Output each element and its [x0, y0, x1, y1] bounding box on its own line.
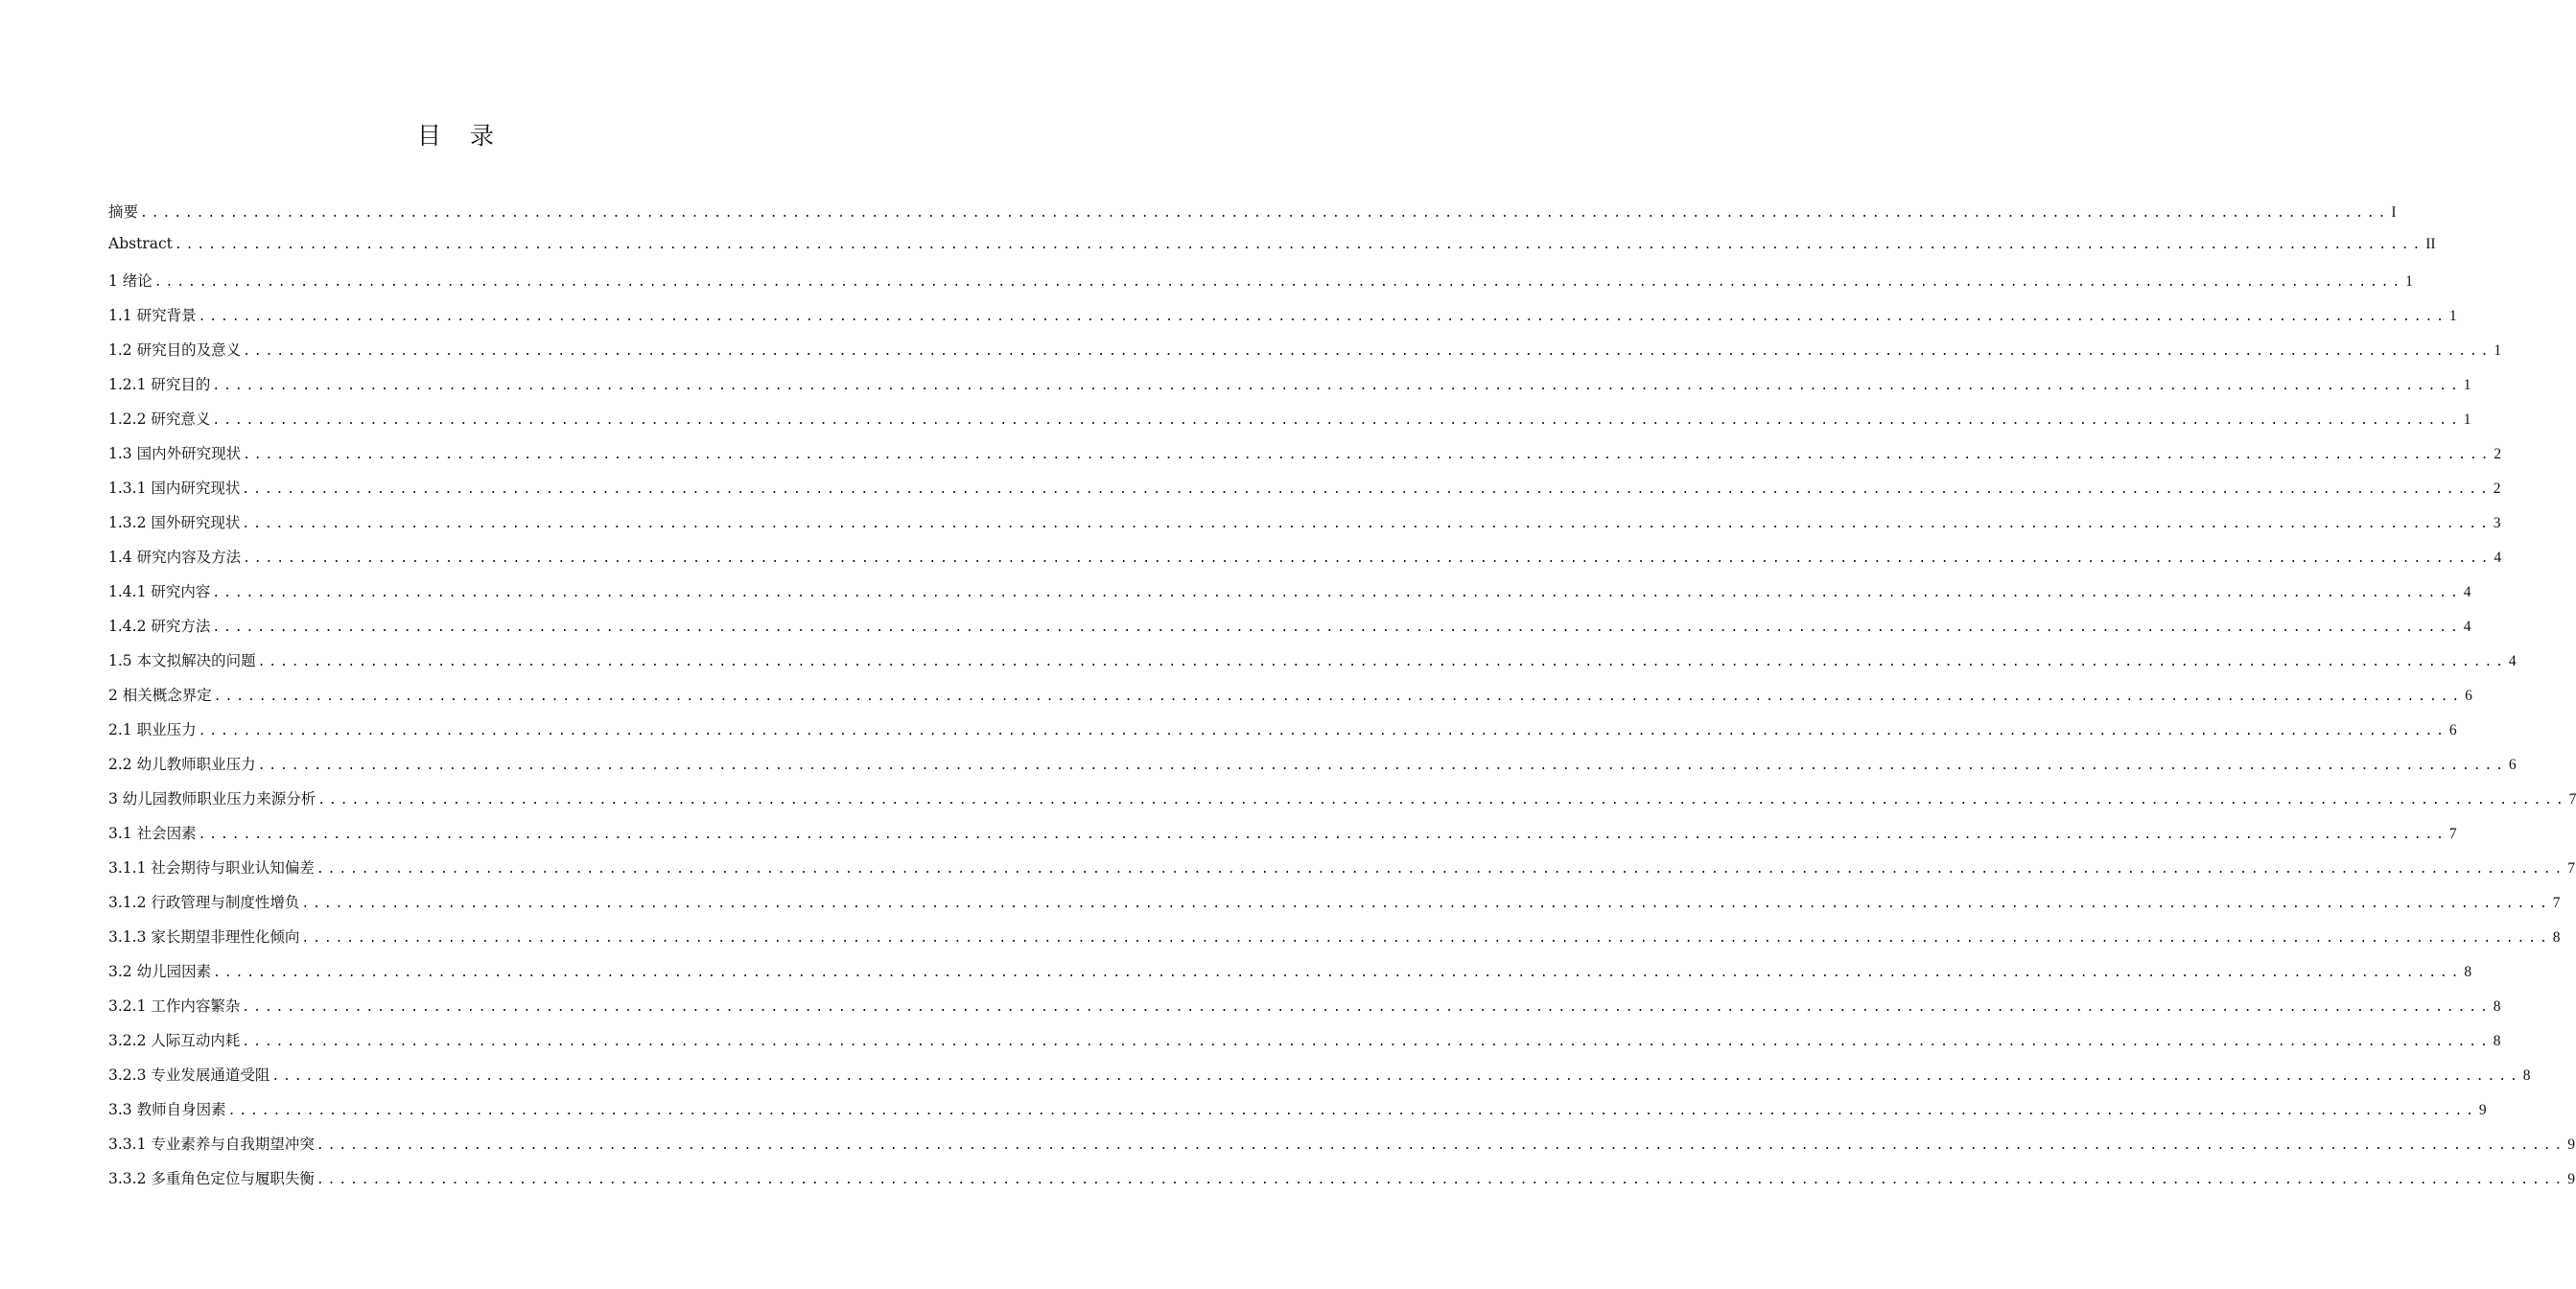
toc-entry-label: 3.3.2 多重角色定位与履职失衡 [108, 1170, 315, 1187]
toc-dot-leader: ........................................................................................................................................................................................................ [242, 1035, 2492, 1049]
toc-entry-label: 1.2 研究目的及意义 [108, 341, 242, 359]
toc-entry-label: 1.4.2 研究方法 [108, 618, 211, 635]
toc-dot-leader: ........................................................................................................................................................................................................ [198, 828, 2447, 842]
toc-entry[interactable] [108, 408, 2471, 442]
toc-entry-page-number: II [2425, 236, 2436, 252]
toc-entry[interactable] [108, 891, 2561, 926]
toc-dot-leader: ........................................................................................................................................................................................................ [198, 310, 2447, 324]
toc-entry-page-number: 2 [2494, 446, 2502, 462]
toc-entry[interactable] [108, 580, 2471, 615]
toc-entry-label: 1.3.2 国外研究现状 [108, 514, 241, 531]
toc-dot-leader: ........................................................................................................................................................................................................ [140, 206, 2390, 221]
toc-list [108, 200, 2576, 1202]
toc-entry-label: 1.3.1 国内研究现状 [108, 480, 241, 497]
toc-entry-label: 1.2.2 研究意义 [108, 410, 211, 428]
toc-entry-page-number: 9 [2478, 1102, 2487, 1118]
toc-entry-label: 3.1.2 行政管理与制度性增负 [108, 894, 300, 911]
toc-entry[interactable] [108, 822, 2457, 856]
toc-dot-leader: ........................................................................................................................................................................................................ [174, 238, 2424, 252]
toc-entry-label: 摘要 [108, 203, 139, 221]
toc-entry[interactable] [108, 270, 2413, 304]
toc-entry-page-number: 4 [2494, 550, 2502, 566]
toc-entry-page-number: 8 [2552, 929, 2561, 946]
toc-entry-label: 1.1 研究背景 [108, 307, 197, 324]
toc-entry[interactable] [108, 615, 2471, 649]
toc-entry-page-number: 1 [2405, 273, 2413, 290]
toc-entry-label: 2.1 职业压力 [108, 721, 197, 738]
toc-entry[interactable] [108, 718, 2457, 753]
toc-entry-label: 3.1 社会因素 [108, 825, 197, 842]
toc-entry-page-number: 7 [2568, 791, 2576, 808]
toc-dot-leader: ........................................................................................................................................................................................................ [212, 379, 2462, 393]
toc-entry-label: 3.3.1 专业素养与自我期望冲突 [108, 1136, 315, 1153]
toc-entry-page-number: 1 [2463, 411, 2471, 428]
toc-entry-page-number: 8 [2522, 1067, 2531, 1084]
toc-dot-leader: ........................................................................................................................................................................................................ [242, 482, 2492, 497]
toc-entry-page-number: I [2391, 204, 2397, 221]
toc-dot-leader: ........................................................................................................................................................................................................ [198, 724, 2447, 738]
toc-entry-label: Abstract [108, 235, 173, 252]
toc-entry-page-number: 9 [2567, 1171, 2575, 1187]
toc-dot-leader: ........................................................................................................................................................................................................ [317, 793, 2567, 808]
toc-entry[interactable] [108, 339, 2502, 373]
toc-entry-page-number: 9 [2567, 1137, 2575, 1153]
toc-entry[interactable] [108, 753, 2517, 787]
toc-entry-page-number: 4 [2463, 584, 2471, 600]
toc-dot-leader: ........................................................................................................................................................................................................ [257, 759, 2507, 773]
toc-dot-leader: ........................................................................................................................................................................................................ [243, 551, 2493, 566]
toc-entry[interactable] [108, 1098, 2487, 1133]
toc-entry[interactable] [108, 511, 2501, 546]
toc-dot-leader: ........................................................................................................................................................................................................ [213, 966, 2463, 980]
toc-entry[interactable] [108, 960, 2472, 995]
toc-entry-page-number: 6 [2448, 722, 2457, 738]
toc-entry[interactable] [108, 235, 2436, 270]
toc-entry-page-number: 7 [2552, 895, 2561, 911]
toc-entry[interactable] [108, 200, 2397, 235]
toc-entry[interactable] [108, 1064, 2531, 1098]
toc-entry-label: 2.2 幼儿教师职业压力 [108, 756, 256, 773]
toc-entry-page-number: 7 [2567, 860, 2575, 877]
toc-entry[interactable] [108, 926, 2561, 960]
toc-dot-leader: ........................................................................................................................................................................................................ [271, 1069, 2521, 1084]
toc-entry[interactable] [108, 684, 2472, 718]
toc-dot-leader: ........................................................................................................................................................................................................ [316, 1173, 2566, 1187]
toc-dot-leader: ........................................................................................................................................................................................................ [153, 275, 2404, 290]
toc-entry-page-number: 8 [2493, 998, 2501, 1015]
toc-entry-label: 3 幼儿园教师职业压力来源分析 [108, 790, 316, 808]
toc-entry[interactable] [108, 1167, 2575, 1202]
toc-entry[interactable] [108, 373, 2471, 408]
toc-entry[interactable] [108, 1133, 2575, 1167]
toc-entry-label: 1.5 本文拟解决的问题 [108, 652, 256, 669]
toc-dot-leader: ........................................................................................................................................................................................................ [301, 931, 2551, 946]
toc-entry-page-number: 8 [2493, 1033, 2501, 1049]
toc-entry[interactable] [108, 856, 2575, 891]
toc-dot-leader: ........................................................................................................................................................................................................ [212, 621, 2462, 635]
toc-entry[interactable] [108, 649, 2517, 684]
toc-entry-label: 3.1.3 家长期望非理性化倾向 [108, 928, 300, 946]
toc-entry-page-number: 2 [2493, 480, 2501, 497]
toc-dot-leader: ........................................................................................................................................................................................................ [243, 344, 2493, 359]
toc-dot-leader: ........................................................................................................................................................................................................ [316, 1138, 2566, 1153]
toc-entry-label: 1.2.1 研究目的 [108, 376, 211, 393]
toc-title: 目录 [416, 122, 523, 150]
toc-entry-label: 3.1.1 社会期待与职业认知偏差 [108, 859, 315, 877]
toc-entry-label: 3.2 幼儿园因素 [108, 963, 212, 980]
toc-entry-label: 1.3 国内外研究现状 [108, 445, 242, 462]
toc-dot-leader: ........................................................................................................................................................................................................ [301, 897, 2551, 911]
toc-entry-label: 3.3 教师自身因素 [108, 1101, 226, 1118]
toc-dot-leader: ........................................................................................................................................................................................................ [242, 517, 2492, 531]
toc-entry-page-number: 1 [2448, 308, 2457, 324]
toc-entry[interactable] [108, 546, 2502, 580]
toc-entry-page-number: 7 [2448, 826, 2457, 842]
toc-entry-page-number: 4 [2508, 653, 2517, 669]
toc-entry-label: 1.4.1 研究内容 [108, 583, 211, 600]
toc-entry-label: 1.4 研究内容及方法 [108, 549, 242, 566]
toc-entry-page-number: 8 [2464, 964, 2472, 980]
toc-entry[interactable] [108, 477, 2501, 511]
toc-dot-leader: ........................................................................................................................................................................................................ [213, 690, 2464, 704]
toc-dot-leader: ........................................................................................................................................................................................................ [316, 862, 2566, 877]
toc-entry-page-number: 3 [2493, 515, 2501, 531]
toc-dot-leader: ........................................................................................................................................................................................................ [227, 1104, 2477, 1118]
toc-entry-page-number: 1 [2463, 377, 2471, 393]
toc-entry[interactable] [108, 995, 2501, 1029]
toc-entry-page-number: 6 [2508, 757, 2517, 773]
toc-entry-page-number: 6 [2465, 688, 2472, 704]
toc-entry-label: 3.2.1 工作内容繁杂 [108, 997, 241, 1015]
toc-entry-label: 3.2.2 人际互动内耗 [108, 1032, 241, 1049]
toc-entry-page-number: 4 [2463, 619, 2471, 635]
toc-entry-label: 2 相关概念界定 [108, 687, 212, 704]
toc-dot-leader: ........................................................................................................................................................................................................ [257, 655, 2507, 669]
toc-entry[interactable] [108, 304, 2457, 339]
toc-entry[interactable] [108, 442, 2502, 477]
toc-dot-leader: ........................................................................................................................................................................................................ [242, 1000, 2492, 1015]
toc-entry[interactable] [108, 787, 2576, 822]
toc-entry-page-number: 1 [2494, 342, 2502, 359]
toc-dot-leader: ........................................................................................................................................................................................................ [212, 413, 2462, 428]
toc-entry[interactable] [108, 1029, 2501, 1064]
toc-dot-leader: ........................................................................................................................................................................................................ [212, 586, 2462, 600]
toc-entry-label: 3.2.3 专业发展通道受阻 [108, 1066, 270, 1084]
toc-entry-label: 1 绪论 [108, 272, 152, 290]
toc-dot-leader: ........................................................................................................................................................................................................ [243, 448, 2493, 462]
